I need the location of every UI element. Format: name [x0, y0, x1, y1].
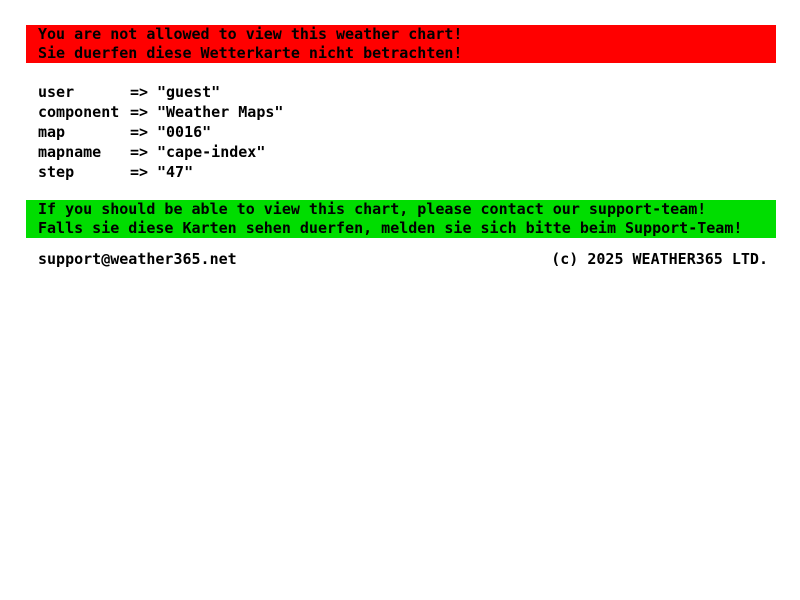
support-banner-line-en: If you should be able to view this chart, please contact our support-team!	[38, 200, 707, 218]
copyright-notice: (c) 2025 WEATHER365 LTD.	[551, 250, 768, 268]
detail-key: mapname	[38, 143, 102, 161]
detail-arrow: =>	[130, 143, 149, 161]
support-banner-line-de: Falls sie diese Karten sehen duerfen, melden sie sich bitte beim Support-Team!	[38, 219, 743, 237]
error-banner-line-de: Sie duerfen diese Wetterkarte nicht betrachten!	[38, 44, 463, 62]
detail-key: step	[38, 163, 75, 181]
detail-arrow: =>	[130, 123, 149, 141]
support-banner	[26, 200, 776, 238]
support-email: support@weather365.net	[38, 250, 237, 268]
error-banner	[26, 25, 776, 63]
request-details-list	[38, 82, 800, 182]
detail-arrow: =>	[130, 83, 149, 101]
detail-row-step	[38, 162, 800, 182]
detail-key: user	[38, 83, 75, 101]
error-banner-line-en: You are not allowed to view this weather chart!	[38, 25, 463, 43]
detail-arrow: =>	[130, 103, 149, 121]
detail-arrow: =>	[130, 163, 149, 181]
detail-row-mapname	[38, 142, 800, 162]
detail-key: component	[38, 103, 120, 121]
detail-value: "47"	[157, 163, 194, 181]
detail-row-map	[38, 122, 800, 142]
footer	[38, 250, 768, 269]
detail-value: "guest"	[157, 83, 221, 101]
detail-row-user	[38, 82, 800, 102]
detail-value: "Weather Maps"	[157, 103, 284, 121]
detail-key: map	[38, 123, 66, 141]
detail-value: "0016"	[157, 123, 212, 141]
detail-row-component	[38, 102, 800, 122]
detail-value: "cape-index"	[157, 143, 266, 161]
